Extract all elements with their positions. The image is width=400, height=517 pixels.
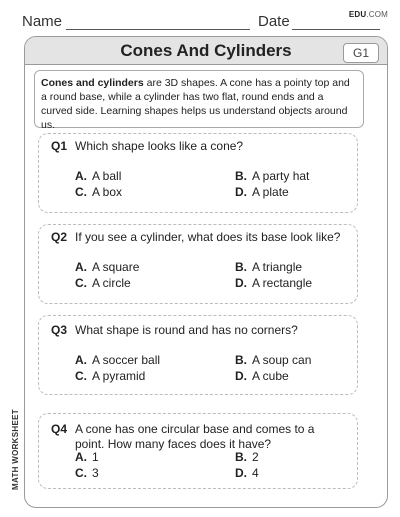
option-a[interactable]: A. A ball: [75, 169, 122, 183]
option-d[interactable]: D. A cube: [235, 369, 289, 383]
question-box-1: [38, 133, 358, 213]
date-input-line[interactable]: [292, 29, 380, 30]
question-box-2: [38, 224, 358, 304]
option-c[interactable]: C. A box: [75, 185, 123, 199]
option-d[interactable]: D. A rectangle: [235, 276, 313, 290]
question-text: If you see a cylinder, what does its base look like?: [75, 230, 341, 244]
question-box-3: [38, 315, 358, 395]
option-a[interactable]: A. A soccer ball: [75, 353, 161, 367]
name-label: Name: [22, 13, 63, 30]
option-a[interactable]: A. 1: [75, 450, 99, 464]
option-c[interactable]: C. A pyramid: [75, 369, 146, 383]
question-number: Q1: [51, 139, 68, 153]
intro-text: are 3D shapes. A cone has a pointy top and a round base, while a cylinder has two flat, round ends and a curved side. Learning shapes helps us understand objects around us.: [41, 77, 350, 131]
option-b[interactable]: B. A triangle: [235, 260, 303, 274]
question-number: Q4: [51, 422, 68, 436]
option-b[interactable]: B. 2: [235, 450, 259, 464]
question-text: A cone has one circular base and comes to a point. How many faces does it have?: [75, 422, 315, 451]
question-box-4: [38, 413, 358, 489]
logo-suffix: .COM: [366, 10, 388, 19]
name-input-line[interactable]: [66, 29, 250, 30]
side-label: MATH WORKSHEET: [11, 409, 20, 490]
question-number: Q2: [51, 230, 68, 244]
option-d[interactable]: D. 4: [235, 466, 259, 480]
option-c[interactable]: C. A circle: [75, 276, 131, 290]
date-label: Date: [258, 13, 290, 30]
logo: [349, 10, 388, 19]
option-c[interactable]: C. 3: [75, 466, 99, 480]
title-bar: [25, 37, 387, 65]
intro-bold: Cones and cylinders: [41, 77, 144, 89]
grade-badge: G1: [343, 43, 379, 63]
option-b[interactable]: B. A party hat: [235, 169, 310, 183]
option-a[interactable]: A. A square: [75, 260, 140, 274]
question-text: Which shape looks like a cone?: [75, 139, 244, 153]
question-text: What shape is round and has no corners?: [75, 323, 298, 337]
worksheet-title: Cones And Cylinders: [120, 41, 292, 60]
intro-box: [34, 70, 364, 131]
header: [0, 10, 400, 34]
option-d[interactable]: D. A plate: [235, 185, 289, 199]
logo-brand: EDU: [348, 10, 367, 19]
option-b[interactable]: B. A soup can: [235, 353, 312, 367]
question-number: Q3: [51, 323, 68, 337]
